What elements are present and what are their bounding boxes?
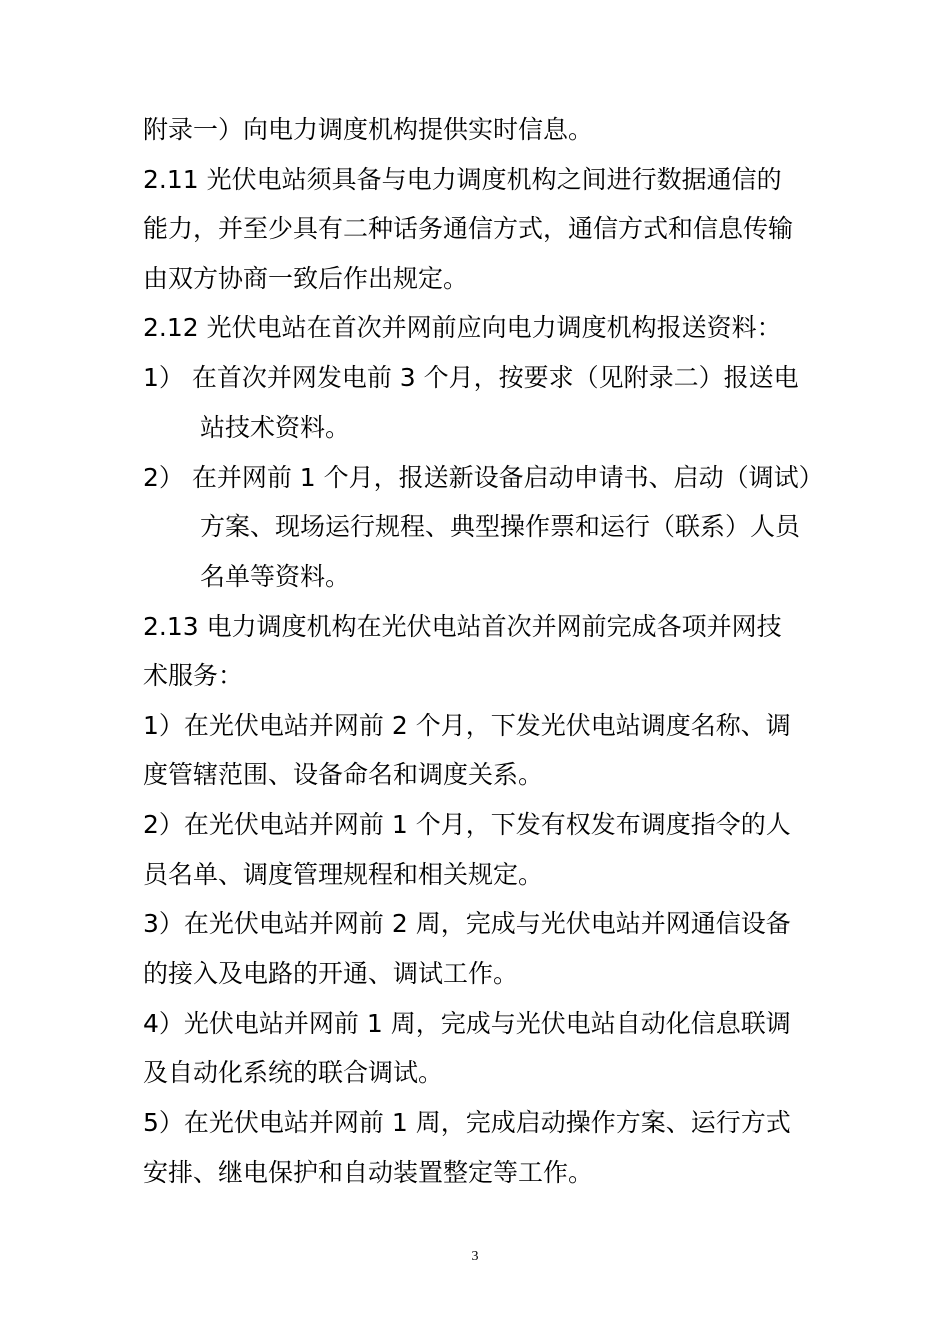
text-line: 2）在光伏电站并网前 1 个月，下发有权发布调度指令的人 — [143, 810, 791, 839]
text-line: 度管辖范围、设备命名和调度关系。 — [143, 760, 544, 789]
text-line: 2） 在并网前 1 个月，报送新设备启动申请书、启动（调试） — [143, 463, 824, 492]
text-line: 员名单、调度管理规程和相关规定。 — [143, 860, 544, 889]
page-number: 3 — [471, 1249, 479, 1264]
text-line: 名单等资料。 — [200, 562, 351, 591]
text-line: 能力，并至少具有二种话务通信方式，通信方式和信息传输 — [143, 214, 794, 243]
text-line: 2.13 电力调度机构在光伏电站首次并网前完成各项并网技 — [143, 612, 782, 641]
text-line: 1）在光伏电站并网前 2 个月，下发光伏电站调度名称、调 — [143, 711, 791, 740]
text-line: 1） 在首次并网发电前 3 个月，按要求（见附录二）报送电 — [143, 363, 799, 392]
text-line: 4）光伏电站并网前 1 周，完成与光伏电站自动化信息联调 — [143, 1009, 791, 1038]
text-line: 及自动化系统的联合调试。 — [143, 1058, 444, 1087]
text-line: 术服务： — [143, 661, 244, 690]
text-line: 5）在光伏电站并网前 1 周，完成启动操作方案、运行方式 — [143, 1108, 791, 1137]
text-line: 安排、继电保护和自动装置整定等工作。 — [143, 1158, 594, 1187]
text-line: 方案、现场运行规程、典型操作票和运行（联系）人员 — [200, 512, 801, 541]
text-line: 2.11 光伏电站须具备与电力调度机构之间进行数据通信的 — [143, 165, 782, 194]
text-line: 由双方协商一致后作出规定。 — [143, 264, 469, 293]
text-line: 站技术资料。 — [200, 413, 351, 442]
text-line: 2.12 光伏电站在首次并网前应向电力调度机构报送资料： — [143, 313, 782, 342]
text-line: 3）在光伏电站并网前 2 周，完成与光伏电站并网通信设备 — [143, 909, 791, 938]
text-line: 的接入及电路的开通、调试工作。 — [143, 959, 519, 988]
text-line: 附录一）向电力调度机构提供实时信息。 — [143, 115, 594, 144]
